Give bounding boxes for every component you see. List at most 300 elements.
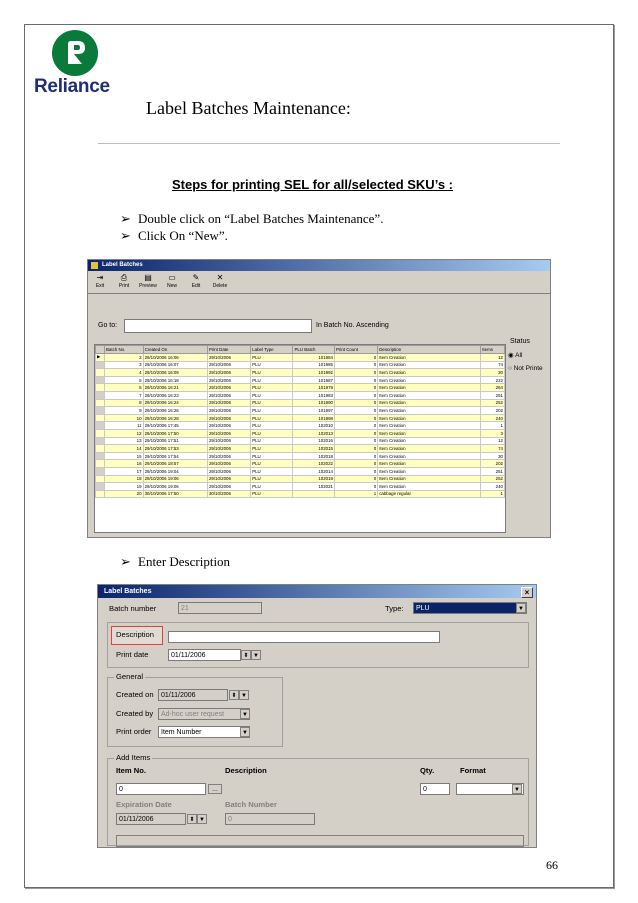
table-cell: 29/10/2006 17:51 [143, 437, 207, 445]
exit-button[interactable] [88, 271, 112, 293]
empty-cell [293, 498, 335, 505]
empty-cell [334, 498, 377, 505]
chevron-down-icon[interactable]: ▼ [512, 784, 522, 794]
table-row[interactable] [96, 429, 505, 437]
table-cell: PLU [251, 445, 293, 453]
table-cell: PLU [251, 490, 293, 498]
grid-corner [96, 346, 105, 354]
empty-cell [251, 505, 293, 512]
table-cell: 3 [481, 429, 505, 437]
table-cell: 30/10/2006 [207, 490, 250, 498]
empty-cell [481, 518, 505, 525]
empty-cell [481, 498, 505, 505]
table-row[interactable] [96, 445, 505, 453]
empty-cell [207, 511, 250, 518]
table-cell: 29/10/2006 [207, 445, 250, 453]
table-row[interactable] [96, 384, 505, 392]
toolbar-label: Preview [139, 283, 157, 289]
table-cell: Item Creation [378, 429, 481, 437]
table-cell: 30/10/2006 17:50 [143, 490, 207, 498]
toolbar [88, 271, 550, 294]
goto-label: Go to: [98, 322, 118, 329]
row-selector[interactable] [96, 369, 105, 377]
page-title: Label Batches Maintenance: [146, 98, 351, 118]
empty-cell [481, 505, 505, 512]
table-cell: 12 [481, 437, 505, 445]
items-grid [116, 835, 524, 847]
empty-cell [207, 505, 250, 512]
table-cell: 101979 [293, 384, 335, 392]
row-selector[interactable] [96, 429, 105, 437]
row-selector[interactable] [96, 407, 105, 415]
table-cell: 102018 [293, 452, 335, 460]
table-cell: 29/10/2006 [207, 467, 250, 475]
empty-cell [143, 498, 207, 505]
description-input[interactable] [168, 631, 440, 643]
item-description-label: Description [225, 766, 267, 775]
table-cell: PLU [251, 414, 293, 422]
column-header[interactable]: PLU Batch [293, 346, 335, 354]
table-cell: PLU [251, 422, 293, 430]
table-cell: 102015 [293, 445, 335, 453]
row-selector[interactable] [96, 399, 105, 407]
empty-cell [378, 518, 481, 525]
table-cell: 29/10/2006 16:23 [143, 391, 207, 399]
table-row[interactable] [96, 414, 505, 422]
table-cell: Item Creation [378, 414, 481, 422]
table-cell: 101985 [293, 361, 335, 369]
table-cell: 29/10/2006 [207, 422, 250, 430]
table-cell: Item Creation [378, 407, 481, 415]
table-cell: 101998 [293, 414, 335, 422]
bullet-text: Enter Description [138, 554, 231, 569]
toolbar-label: Exit [95, 283, 105, 289]
table-row[interactable] [96, 467, 505, 475]
column-header[interactable]: Print Count [334, 346, 377, 354]
empty-cell [96, 498, 105, 505]
table-cell: 251 [481, 391, 505, 399]
table-cell: 0 [334, 460, 377, 468]
toolbar-label: Delete [212, 283, 228, 289]
table-cell: 29/10/2006 [207, 354, 250, 362]
table-cell: 0 [334, 422, 377, 430]
table-cell: PLU [251, 452, 293, 460]
table-cell: 29/10/2006 19:06 [143, 483, 207, 491]
table-row[interactable] [96, 361, 505, 369]
table-cell: 29/10/2006 16:06 [143, 354, 207, 362]
table-cell: 0 [334, 407, 377, 415]
table-cell: 0 [334, 391, 377, 399]
row-selector[interactable] [96, 414, 105, 422]
door-icon: ⇥ [96, 273, 104, 282]
table-cell: 202 [481, 407, 505, 415]
column-header[interactable]: Batch No. [105, 346, 144, 354]
table-cell: 102016 [293, 437, 335, 445]
table-cell: 252 [481, 475, 505, 483]
table-cell: 0 [334, 361, 377, 369]
empty-cell [334, 511, 377, 518]
print-date-input[interactable]: 01/11/2006 [168, 649, 241, 661]
empty-cell [293, 518, 335, 525]
table-cell: 29/10/2006 19:04 [143, 467, 207, 475]
lookup-icon[interactable]: … [208, 784, 222, 794]
table-cell: 10 [105, 414, 144, 422]
edit-button[interactable] [184, 271, 208, 293]
grid-header [96, 346, 505, 354]
table-cell: Item Creation [378, 483, 481, 491]
row-selector[interactable] [96, 361, 105, 369]
table-cell: Item Creation [378, 369, 481, 377]
bullet-item [120, 211, 383, 227]
table-cell: 29/10/2006 17:54 [143, 452, 207, 460]
table-row[interactable] [96, 460, 505, 468]
table-cell: 1 [481, 422, 505, 430]
print-order-select[interactable]: Item Number [158, 726, 250, 738]
table-cell [293, 490, 335, 498]
row-selector[interactable] [96, 452, 105, 460]
window-icon [91, 262, 98, 269]
table-cell: 29/10/2006 16:21 [143, 384, 207, 392]
table-cell: Item Creation [378, 467, 481, 475]
column-header[interactable]: Items [481, 346, 505, 354]
table-cell: 102022 [293, 460, 335, 468]
table-row[interactable] [96, 376, 505, 384]
row-selector[interactable] [96, 475, 105, 483]
table-cell: PLU [251, 369, 293, 377]
table-cell: 101983 [293, 391, 335, 399]
table-cell: 4 [105, 369, 144, 377]
row-selector[interactable] [96, 483, 105, 491]
table-cell: Item Creation [378, 437, 481, 445]
batch-number-item-field: 0 [225, 813, 315, 825]
empty-cell [251, 511, 293, 518]
table-cell: 240 [481, 483, 505, 491]
expiration-date-field: 01/11/2006 [116, 813, 186, 825]
spinner-icon[interactable]: ⬍ [241, 650, 251, 660]
page-number: 66 [546, 858, 558, 872]
table-row[interactable] [96, 475, 505, 483]
table-cell: 222 [481, 376, 505, 384]
title-divider [98, 143, 560, 144]
table-cell: 29/10/2006 [207, 399, 250, 407]
table-row[interactable] [96, 490, 505, 498]
created-by-field: Ad-hoc user request [158, 708, 250, 720]
bullet-arrow-icon: ➢ [120, 228, 131, 243]
column-header[interactable]: Created On [143, 346, 207, 354]
table-cell: 29/10/2006 19:06 [143, 475, 207, 483]
row-selector[interactable] [96, 422, 105, 430]
column-header[interactable]: Print Date [207, 346, 250, 354]
row-selector[interactable] [96, 490, 105, 498]
empty-cell [105, 498, 144, 505]
empty-cell [334, 518, 377, 525]
print-date-label: Print date [116, 650, 149, 659]
table-cell: 29/10/2006 [207, 437, 250, 445]
bullet-text: Double click on “Label Batches Maintenance”. [138, 211, 384, 226]
format-label: Format [460, 766, 486, 775]
type-label: Type: [385, 604, 404, 613]
table-cell: 29/10/2006 17:45 [143, 422, 207, 430]
table-cell: 102021 [293, 483, 335, 491]
bullet-item [120, 554, 230, 570]
table-cell: 15 [105, 452, 144, 460]
bullet-arrow-icon: ➢ [120, 211, 131, 226]
table-row[interactable] [96, 369, 505, 377]
empty-cell [378, 505, 481, 512]
window-titlebar [88, 260, 550, 271]
window-titlebar [98, 585, 536, 598]
table-cell: 11 [105, 422, 144, 430]
table-cell: 5 [105, 376, 144, 384]
table-cell: 29/10/2006 16:18 [143, 376, 207, 384]
row-selector[interactable] [96, 391, 105, 399]
empty-cell [143, 505, 207, 512]
table-cell: 29/10/2006 [207, 460, 250, 468]
table-cell: 0 [334, 384, 377, 392]
table-cell: PLU [251, 391, 293, 399]
table-cell: 29/10/2006 16:09 [143, 369, 207, 377]
sort-order-label: In Batch No. Ascending [316, 322, 389, 329]
chevron-down-icon: ▼ [197, 814, 207, 824]
table-cell: PLU [251, 376, 293, 384]
table-cell: 101992 [293, 369, 335, 377]
table-cell: PLU [251, 384, 293, 392]
table-cell: 74 [481, 445, 505, 453]
table-cell: 0 [334, 475, 377, 483]
table-cell: 0 [334, 445, 377, 453]
created-on-field: 01/11/2006 [158, 689, 228, 701]
qty-input[interactable]: 0 [420, 783, 450, 795]
radio-label: Not Printe [513, 365, 543, 372]
preview-button[interactable] [136, 271, 160, 293]
table-cell: Item Creation [378, 376, 481, 384]
table-cell: 1 [481, 490, 505, 498]
table-row[interactable] [96, 483, 505, 491]
empty-cell [293, 505, 335, 512]
empty-cell [293, 511, 335, 518]
empty-cell [481, 511, 505, 518]
table-cell: 102014 [293, 467, 335, 475]
table-row[interactable] [96, 422, 505, 430]
bullet-item [120, 228, 228, 244]
row-selector[interactable] [96, 437, 105, 445]
empty-cell [96, 511, 105, 518]
chevron-down-icon[interactable]: ▼ [516, 603, 526, 613]
row-selector[interactable] [96, 376, 105, 384]
table-row[interactable] [96, 452, 505, 460]
table-cell: Item Creation [378, 422, 481, 430]
table-cell: 29/10/2006 [207, 414, 250, 422]
table-cell: 14 [105, 445, 144, 453]
column-header[interactable]: Label Type [251, 346, 293, 354]
column-header[interactable]: Description [378, 346, 481, 354]
table-cell: 29/10/2006 [207, 369, 250, 377]
table-cell: 18 [105, 475, 144, 483]
delete-icon: ✕ [216, 273, 224, 282]
table-cell: 0 [334, 414, 377, 422]
chevron-down-icon: ▼ [240, 709, 250, 719]
row-selector[interactable] [96, 384, 105, 392]
empty-cell [143, 518, 207, 525]
table-cell: 29/10/2006 [207, 391, 250, 399]
table-cell: 30 [481, 452, 505, 460]
current-row-indicator[interactable]: ▶ [96, 354, 105, 362]
table-cell: 29/10/2006 17:53 [143, 445, 207, 453]
table-row[interactable] [96, 354, 505, 362]
table-cell: Item Creation [378, 460, 481, 468]
table-cell: 0 [334, 429, 377, 437]
table-cell: 251 [481, 467, 505, 475]
status-radio-all[interactable]: ◉ All [508, 352, 523, 359]
table-cell: 29/10/2006 16:28 [143, 414, 207, 422]
table-cell: 102013 [293, 429, 335, 437]
status-group [508, 338, 551, 384]
logo-icon [52, 30, 98, 76]
table-row[interactable] [96, 399, 505, 407]
description-label: Description [116, 630, 154, 639]
table-cell: 9 [105, 407, 144, 415]
row-selector[interactable] [96, 460, 105, 468]
window-title: Label Batches [102, 262, 143, 268]
close-icon[interactable]: × [521, 587, 533, 598]
spinner-icon: ⬍ [187, 814, 197, 824]
table-cell: 12 [105, 429, 144, 437]
label-batches-list-screenshot [87, 259, 551, 538]
table-cell: 0 [334, 376, 377, 384]
table-cell: 101997 [293, 407, 335, 415]
status-radio-not-printed[interactable]: ○ Not Printe [508, 365, 543, 372]
table-cell: PLU [251, 361, 293, 369]
created-by-label: Created by [116, 709, 154, 718]
table-cell: 19 [105, 483, 144, 491]
bullet-text: Click On “New”. [138, 228, 228, 243]
table-cell: PLU [251, 483, 293, 491]
table-cell: 0 [334, 483, 377, 491]
table-cell: 29/10/2006 [207, 384, 250, 392]
table-cell: Item Creation [378, 354, 481, 362]
table-cell: 6 [105, 384, 144, 392]
table-cell: 101990 [293, 399, 335, 407]
item-no-label: Item No. [116, 766, 146, 775]
table-cell: Item Creation [378, 452, 481, 460]
empty-cell [334, 505, 377, 512]
table-cell: 13 [105, 437, 144, 445]
table-cell: Item Creation [378, 384, 481, 392]
table-cell: PLU [251, 354, 293, 362]
table-cell: 29/10/2006 17:50 [143, 429, 207, 437]
table-cell: 202 [481, 460, 505, 468]
empty-cell [251, 518, 293, 525]
type-select[interactable]: PLU [413, 602, 527, 614]
batch-number-item-label: Batch Number [225, 800, 277, 809]
table-cell: PLU [251, 475, 293, 483]
print-button[interactable] [112, 271, 136, 293]
table-row[interactable] [96, 407, 505, 415]
table-row[interactable] [96, 437, 505, 445]
table-cell: 1 [334, 490, 377, 498]
empty-cell [207, 518, 250, 525]
table-cell: 8 [105, 399, 144, 407]
empty-cell [207, 498, 250, 505]
edit-icon: ✎ [192, 273, 200, 282]
table-cell: Item Creation [378, 445, 481, 453]
item-no-input[interactable]: 0 [116, 783, 206, 795]
table-cell: 74 [481, 361, 505, 369]
bullet-arrow-icon: ➢ [120, 554, 131, 569]
table-cell: PLU [251, 437, 293, 445]
chevron-down-icon: ▼ [239, 690, 249, 700]
steps-heading: Steps for printing SEL for all/selected SKU’s : [172, 177, 453, 192]
table-cell: Item Creation [378, 391, 481, 399]
row-selector[interactable] [96, 445, 105, 453]
table-cell: 29/10/2006 16:26 [143, 407, 207, 415]
table-cell: 0 [334, 452, 377, 460]
table-cell: 102019 [293, 475, 335, 483]
toolbar-label: New [166, 283, 177, 289]
empty-row [96, 511, 505, 518]
preview-icon: ▤ [144, 273, 152, 282]
chevron-down-icon[interactable]: ▼ [240, 727, 250, 737]
table-cell: 29/10/2006 [207, 361, 250, 369]
empty-cell [96, 518, 105, 525]
table-cell: 29/10/2006 [207, 475, 250, 483]
table-cell: PLU [251, 399, 293, 407]
table-cell: 20 [105, 490, 144, 498]
table-cell: 0 [334, 467, 377, 475]
row-selector[interactable] [96, 467, 105, 475]
table-cell: 7 [105, 391, 144, 399]
radio-label: All [515, 352, 523, 359]
spinner-icon: ⬍ [229, 690, 239, 700]
empty-cell [105, 511, 144, 518]
table-cell: 17 [105, 467, 144, 475]
table-cell: 2 [105, 354, 144, 362]
printer-icon: ⎙ [120, 273, 128, 282]
logo-wordmark: Reliance [34, 76, 110, 97]
empty-cell [378, 498, 481, 505]
chevron-down-icon[interactable]: ▼ [251, 650, 261, 660]
toolbar-label: Edit [191, 283, 201, 289]
reliance-logo [34, 30, 118, 96]
goto-input[interactable] [124, 319, 312, 333]
status-label: Status [510, 338, 530, 345]
add-items-group-title: Add Items [116, 753, 151, 762]
table-cell: 29/10/2006 [207, 407, 250, 415]
created-on-label: Created on [116, 690, 154, 699]
table-cell: Item Creation [378, 399, 481, 407]
table-cell: 0 [334, 399, 377, 407]
table-cell: cabbage regular [378, 490, 481, 498]
table-cell: 16 [105, 460, 144, 468]
batch-number-field: 21 [178, 602, 262, 614]
batch-number-label: Batch number [109, 604, 157, 613]
table-cell: 29/10/2006 18:57 [143, 460, 207, 468]
table-cell: 0 [334, 437, 377, 445]
table-cell: 101987 [293, 376, 335, 384]
empty-cell [378, 511, 481, 518]
empty-row [96, 505, 505, 512]
expiration-date-label: Expiration Date [116, 800, 172, 809]
qty-label: Qty. [420, 766, 435, 775]
delete-button[interactable] [208, 271, 232, 293]
table-cell: 12 [481, 354, 505, 362]
empty-cell [105, 505, 144, 512]
new-button[interactable] [160, 271, 184, 293]
print-order-label: Print order [116, 727, 152, 736]
empty-cell [251, 498, 293, 505]
table-cell: 29/10/2006 [207, 452, 250, 460]
table-row[interactable] [96, 391, 505, 399]
